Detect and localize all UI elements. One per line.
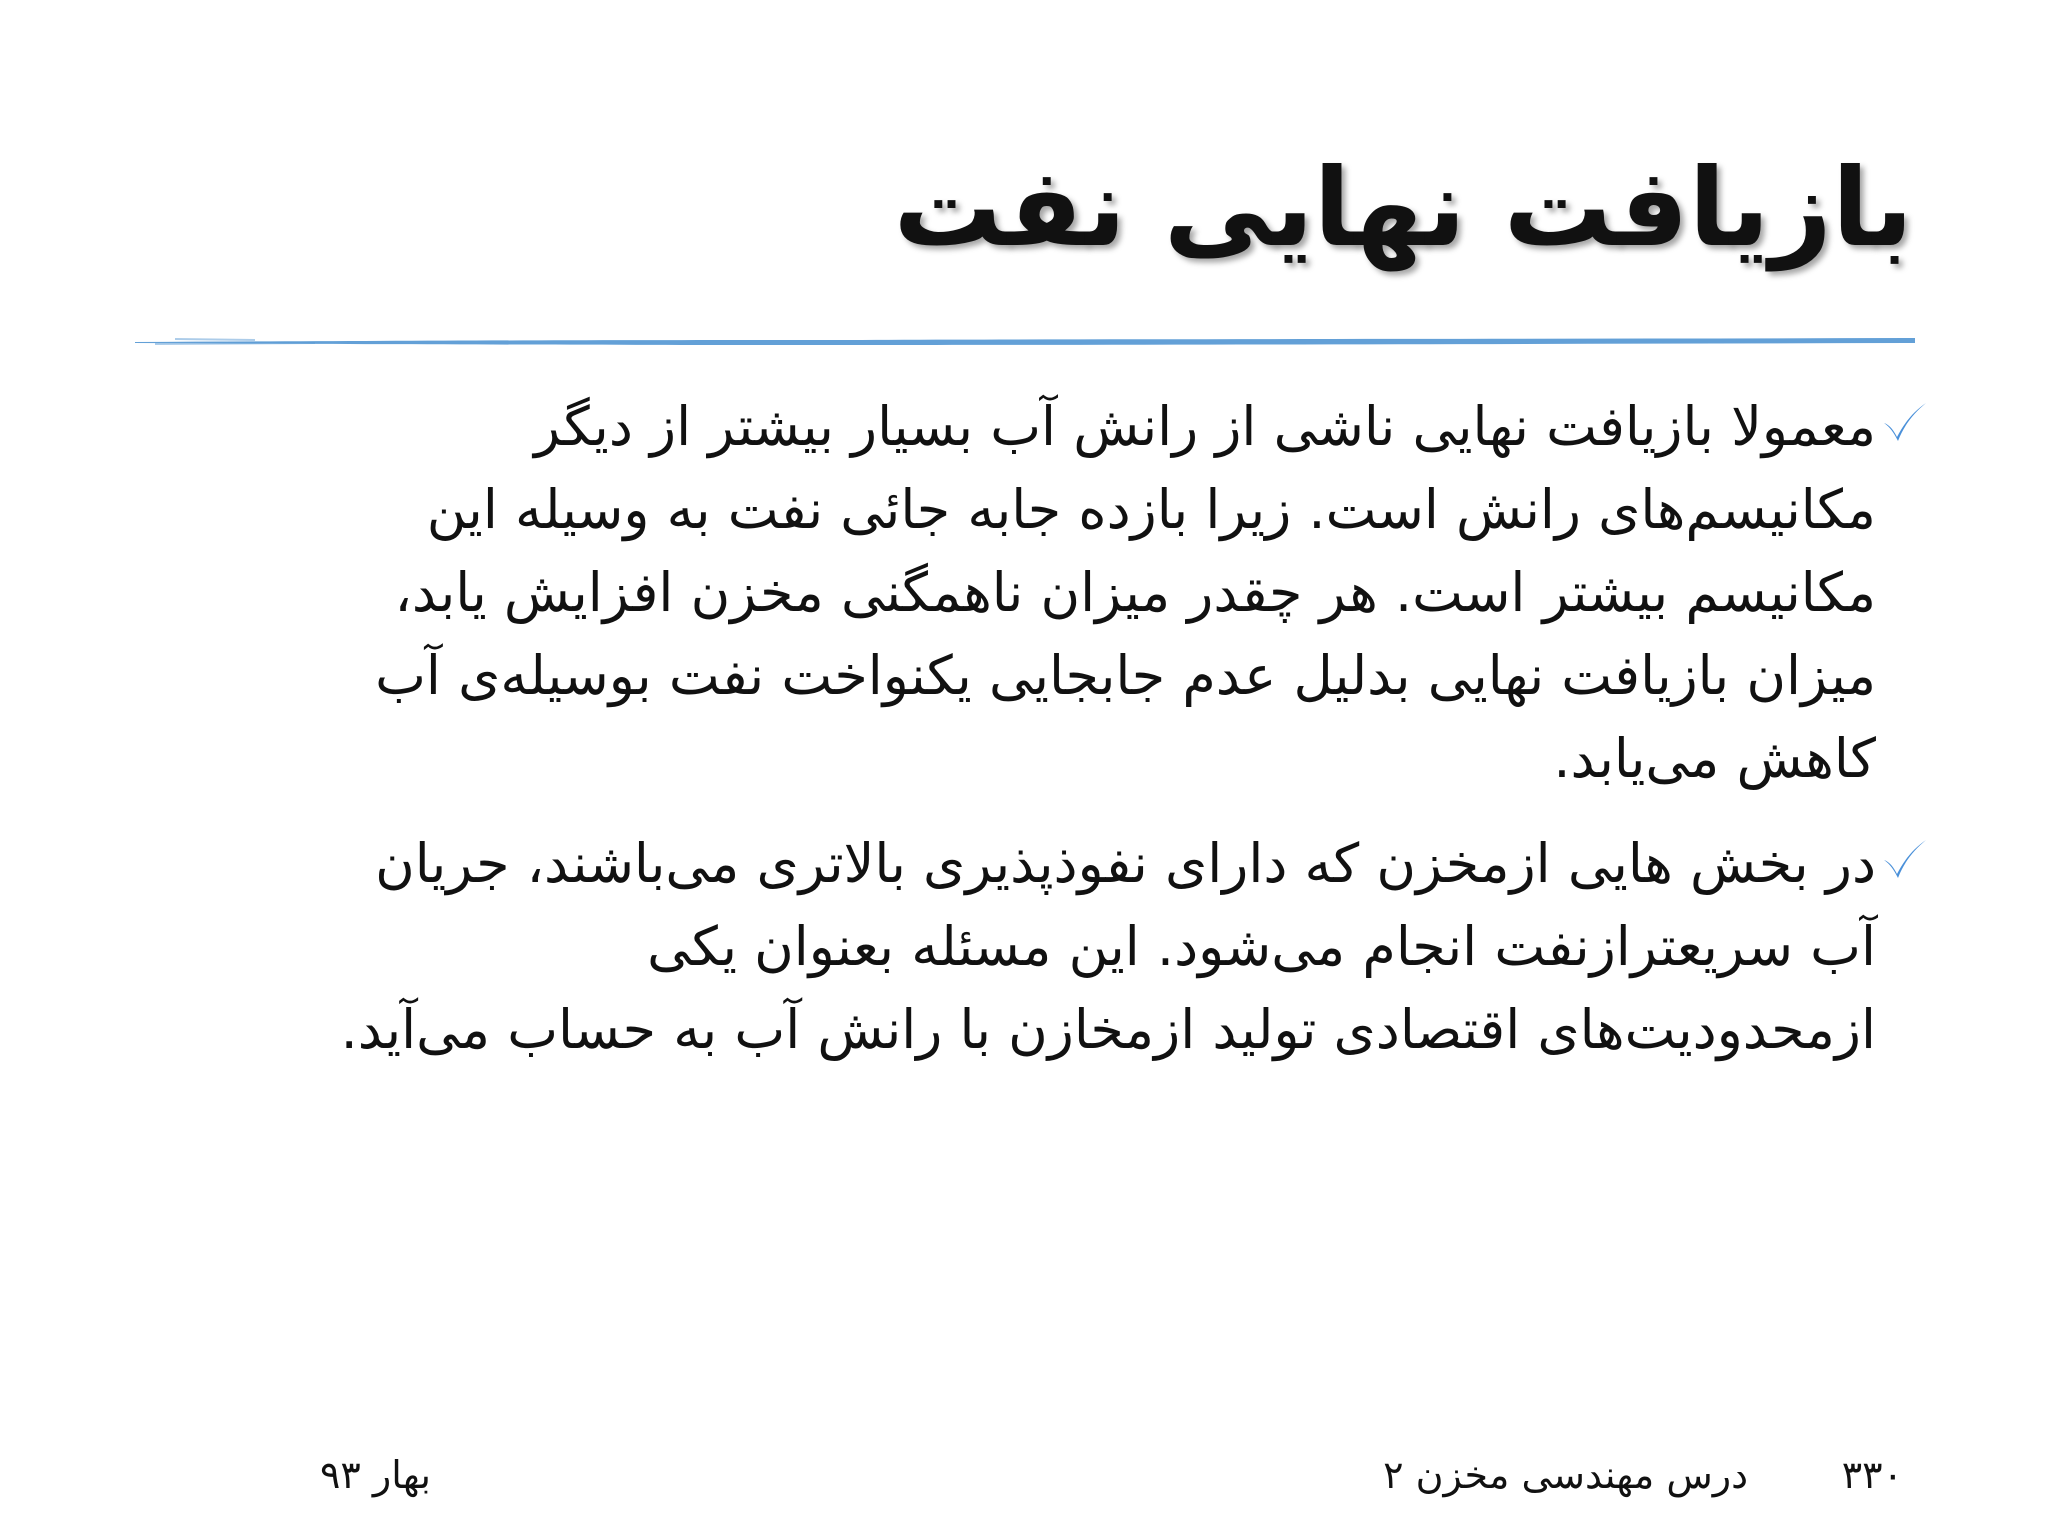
bullet-text-1: معمولا بازیافت نهایی ناشی از رانش آب بسیار بیشتر از دیگر مکانیسم‌های رانش است. زیرا بازده جابه جائی نفت به وسیله این مکانیسم بیشتر است. هر چقدر میزان ناهمگنی مخزن افزایش یابد، میزان بازیافت نهایی بدلیل عدم جابجایی یکنواخت نفت بوسیله‌ی آب کاهش می‌یابد. bbox=[375, 395, 1876, 790]
footer-course-name: درس مهندسی مخزن ۲ bbox=[1383, 1453, 1748, 1497]
bullet-item-1 bbox=[168, 385, 1928, 800]
bullet-list bbox=[168, 385, 1928, 1093]
footer-term: بهار ۹۳ bbox=[320, 1453, 431, 1497]
check-icon bbox=[1880, 836, 1928, 880]
check-icon bbox=[1880, 399, 1928, 443]
slide-title: بازیافت نهایی نفت bbox=[893, 146, 1913, 271]
page-number: ۳۳۰ bbox=[1841, 1453, 1903, 1497]
bullet-item-2 bbox=[168, 822, 1928, 1071]
title-divider-line bbox=[135, 335, 1915, 347]
bullet-text-2: در بخش هایی ازمخزن که دارای نفوذپذیری بالاتری می‌باشند، جریان آب سریعترازنفت انجام می‌شود. این مسئله بعنوان یکی ازمحدودیت‌های اقتصادی تولید ازمخازن با رانش آب به حساب می‌آید. bbox=[340, 832, 1876, 1061]
